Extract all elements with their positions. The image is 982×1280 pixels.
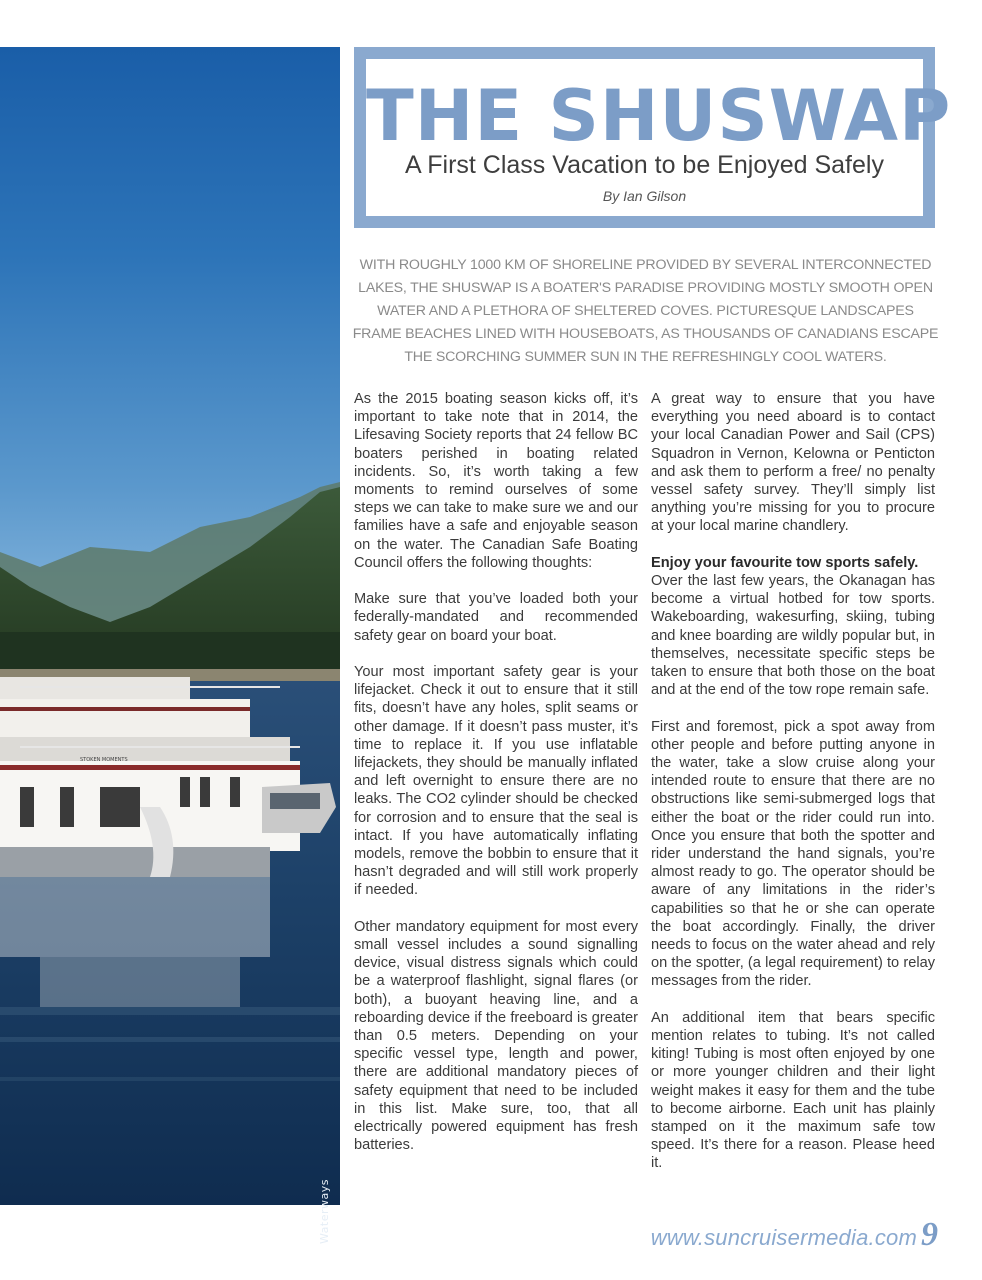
- left-column: [354, 390, 638, 1173]
- paragraph: A great way to ensure that you have everything you need aboard is to contact your local Canadian Power and Sail (CPS) Squadron in Vernon, Kelowna or Penticton and ask them to perform a free/ no penalty vessel safety survey. They’ll simply list anything you’re missing for you to procure at your local marine chandlery.: [651, 391, 935, 535]
- boat-name: STOKEN MOMENTS: [80, 757, 128, 763]
- lake-houseboat-photo: [0, 47, 340, 1244]
- photo-credit: Waterways: [318, 1179, 331, 1244]
- page-footer: [651, 1216, 938, 1254]
- article-intro: WITH ROUGHLY 1000 KM OF SHORELINE PROVIDED BY SEVERAL INTERCONNECTED LAKES, THE SHUSWAP IS A BOATER'S PARADISE PROVIDING MOSTLY SMOOTH OPEN WATER AND A PLETHORA OF SHELTERED COVES. PICTURESQUE LANDSCAPES FRAME BEACHES LINED WITH HOUSEBOATS, AS THOUSANDS OF CANADIANS ESCAPE THE SCORCHING SUMMER SUN IN THE REFRESHINGLY COOL WATERS.: [352, 257, 939, 365]
- paragraph: As the 2015 boating season kicks off, it’s important to take note that in 2014, the Lifesaving Society reports that 24 fellow BC boaters perished in boating related incidents. So, it’s worth taking a few moments to remind ourselves of some steps we can take to make sure we and our families have a safe and enjoyable season on the water. The Canadian Safe Boating Council offers the following thoughts:: [354, 391, 638, 571]
- photo-illustration: [0, 47, 340, 1205]
- paragraph: Make sure that you’ve loaded both your federally-mandated and recommended safety gear on board your boat.: [354, 591, 638, 644]
- paragraph: Your most important safety gear is your lifejacket. Check it out to ensure that it still fits, doesn’t have any holes, split seams or other damage. If it doesn’t pass muster, it’s time to replace it. If you use inflatable lifejackets, they should be manually inflated and left overnight to ensure there are no leaks. The CO2 cylinder should be checked for corrosion and to ensure that the seal is intact. If you have automatically inflating models, remove the bobbin to ensure that it hasn’t degraded and will still work properly if needed.: [354, 664, 638, 899]
- paragraph: Over the last few years, the Okanagan has become a virtual hotbed for tow sports. Wakeboarding, wakesurfing, skiing, tubing and knee boarding are wildly popular but, in themselves, necessitate specific steps be taken to ensure that both those on the boat and at the end of the tow rope remain safe.: [651, 573, 935, 699]
- houseboat-front: [0, 737, 300, 877]
- article-byline: By Ian Gilson: [602, 188, 687, 204]
- paragraph: Other mandatory equipment for most every small vessel includes a sound signalling device, visual distress signals which could be a waterproof flashlight, signal flares (or both), a buoyant heaving line, and a reboarding device if the freeboard is greater than 0.5 meters. Depending on your specific vessel type, length and power, there are additional mandatory pieces of safety equipment that need to be included in this list. Make sure, too, that all electrically powered equipment has fresh batteries.: [354, 918, 638, 1154]
- paragraph: First and foremost, pick a spot away from other people and before putting anyone in the water, take a slow cruise along your intended route to ensure that there are no obstructions like semi-submerged logs that either the boat or the rider could run into. Once you ensure that both the spotter and rider understand the hand signals, you’re almost ready to go. The operator should be aware of any limitations in the rider’s capabilities so that he or she can operate the boat accordingly. Finally, the driver needs to focus on the water ahead and rely on the spotter, (a legal requirement) to relay messages from the rider.: [651, 718, 935, 990]
- tree-line: [0, 632, 340, 672]
- title-box-inner: [366, 59, 952, 216]
- page-number: 9: [921, 1216, 938, 1253]
- website-link[interactable]: www.suncruisermedia.com: [650, 1225, 917, 1250]
- right-column: [651, 390, 935, 1191]
- paragraph: An additional item that bears specific mention relates to tubing. It’s not called kiting! Tubing is most often enjoyed by one or more younger children and their light weight makes it easy for them and the tube to become airborne. Each unit has plainly stamped on it the maximum safe tow speed. It’s there for a reason. Please heed it.: [651, 1009, 935, 1172]
- section-heading: Enjoy your favourite tow sports safely.: [651, 554, 919, 571]
- article-subtitle: A First Class Vacation to be Enjoyed Safely: [405, 151, 884, 179]
- title-box: [354, 47, 952, 228]
- article-title: THE SHUSWAP: [366, 75, 952, 157]
